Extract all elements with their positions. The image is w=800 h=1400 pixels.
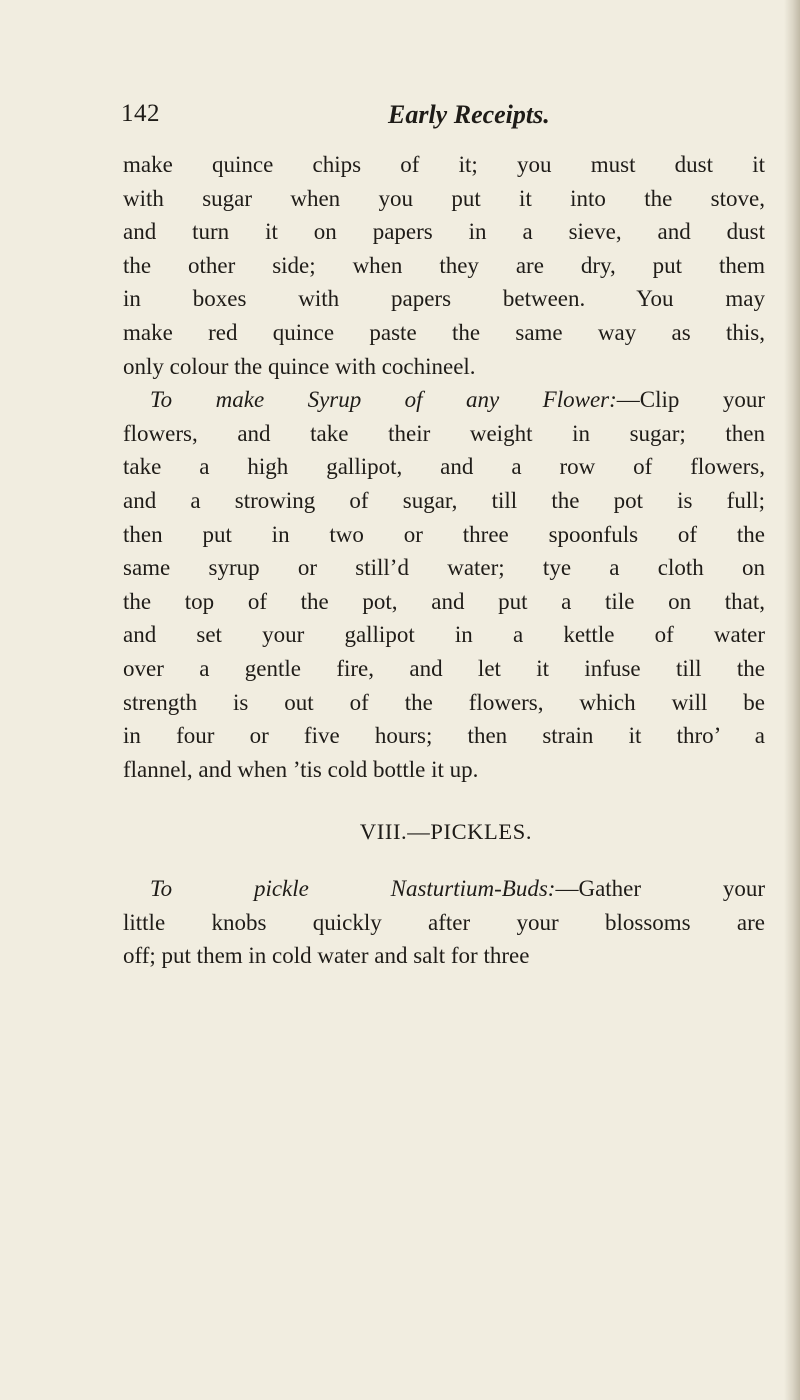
text-line: flowers, and take their weight in sugar; then [123, 420, 765, 446]
recipe-intro: —Gather your [555, 876, 765, 902]
text-line: the top of the pot, and put a tile on that, [123, 588, 765, 614]
text-line: in four or five hours; then strain it thro’ a [123, 723, 765, 749]
text-line: little knobs quickly after your blossoms are [123, 909, 765, 935]
text-line: and set your gallipot in a kettle of water [123, 622, 765, 648]
recipe-syrup-of-flower [123, 383, 765, 786]
text-line: make red quince paste the same way as this, [123, 319, 765, 345]
paragraph-quince [123, 148, 765, 383]
text-line: only colour the quince with cochineel. [123, 353, 476, 379]
running-title: Early Receipts. [388, 100, 550, 129]
running-head [0, 100, 800, 140]
recipe-title: To pickle Nasturtium-Buds: [150, 876, 556, 902]
text-line: the other side; when they are dry, put them [123, 252, 765, 278]
recipe-intro: —Clip your [616, 387, 765, 413]
text-line: with sugar when you put it into the stove, [123, 185, 765, 211]
page-edge-shadow [784, 0, 800, 1400]
text-line: flannel, and when ’tis cold bottle it up. [123, 756, 479, 782]
text-line: then put in two or three spoonfuls of the [123, 521, 765, 547]
page-number: 142 [121, 100, 160, 127]
recipe-first-line [123, 383, 765, 417]
text-line: strength is out of the flowers, which will be [123, 689, 765, 715]
text-line: over a gentle fire, and let it infuse till the [123, 655, 765, 681]
text-line: and turn it on papers in a sieve, and dust [123, 219, 765, 245]
text-line: and a strowing of sugar, till the pot is full; [123, 487, 765, 513]
text-line: take a high gallipot, and a row of flowers, [123, 454, 765, 480]
text-line: off; put them in cold water and salt for three [123, 943, 530, 969]
text-line: same syrup or still’d water; tye a cloth on [123, 555, 765, 581]
text-line: in boxes with papers between. You may [123, 286, 765, 312]
section-heading: VIII.—PICKLES. [359, 819, 533, 845]
recipe-first-line [123, 872, 765, 906]
text-line: make quince chips of it; you must dust it [123, 152, 765, 177]
recipe-nasturtium-buds [123, 872, 765, 973]
recipe-title: To make Syrup of any Flower: [150, 387, 617, 413]
body-text [123, 148, 765, 973]
